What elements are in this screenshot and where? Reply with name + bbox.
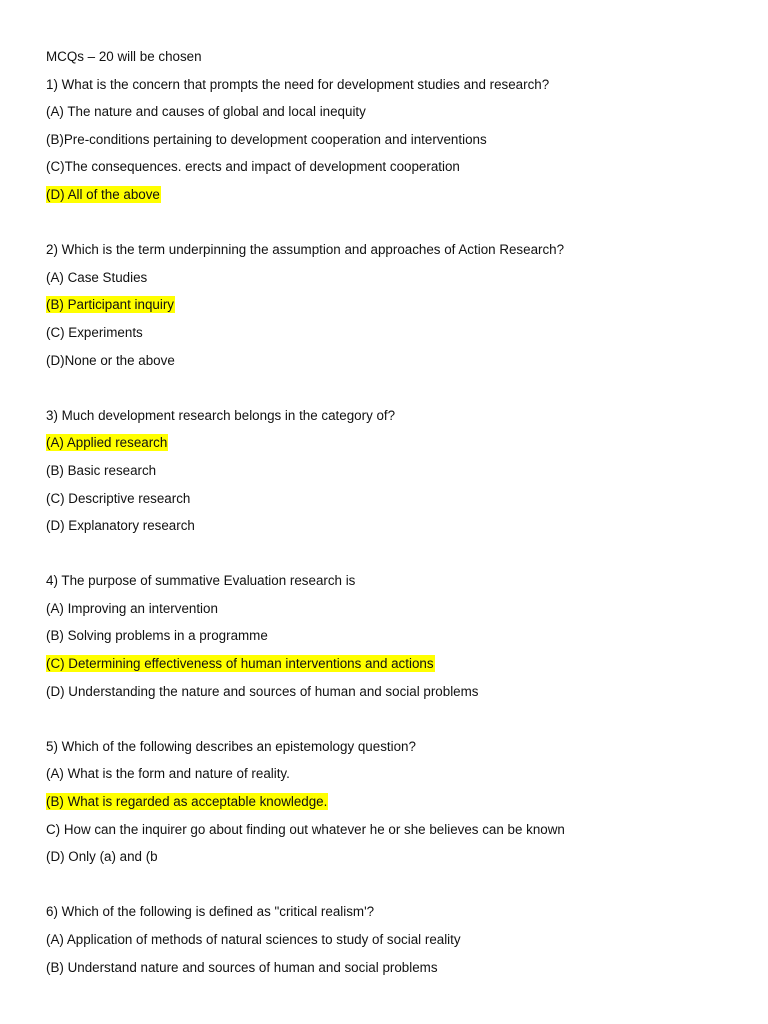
document-heading: MCQs – 20 will be chosen (46, 49, 202, 64)
spacer (46, 875, 746, 903)
q2-option-a: (A) Case Studies (46, 269, 148, 285)
spacer (46, 709, 746, 737)
q1-option-a: (A) The nature and causes of global and local inequity (46, 104, 366, 120)
question-6: 6) Which of the following is defined as "critical realism'? (46, 904, 375, 920)
q1-option-b: (B)Pre-conditions pertaining to development cooperation and interventions (46, 131, 487, 147)
q5-option-c: C) How can the inquirer go about finding out whatever he or she believes can be known (46, 821, 565, 837)
q2-option-c: (C) Experiments (46, 324, 143, 340)
q6-option-a: (A) Application of methods of natural sciences to study of social reality (46, 932, 461, 947)
question-3: 3) Much development research belongs in the category of? (46, 407, 396, 423)
question-4: 4) The purpose of summative Evaluation research is (46, 573, 356, 589)
q5-option-b-answer: (B) What is regarded as acceptable knowledge. (46, 794, 328, 810)
q2-option-b-answer: (B) Participant inquiry (46, 297, 175, 313)
q3-option-d: (D) Explanatory research (46, 518, 195, 534)
q2-option-d: (D)None or the above (46, 352, 175, 368)
question-5: 5) Which of the following describes an epistemology question? (46, 738, 416, 754)
document-content (46, 47, 746, 985)
q4-option-d: (D) Understanding the nature and sources of human and social problems (46, 683, 479, 699)
q4-option-c-answer: (C) Determining effectiveness of human interventions and actions (46, 656, 434, 672)
q3-option-a-answer: (A) Applied research (46, 435, 168, 451)
q1-option-d-answer: (D) All of the above (46, 186, 160, 202)
question-2: 2) Which is the term underpinning the assumption and approaches of Action Research? (46, 242, 565, 258)
question-1: 1) What is the concern that prompts the need for development studies and research? (46, 76, 550, 92)
q4-option-b: (B) Solving problems in a programme (46, 628, 268, 644)
q3-option-b: (B) Basic research (46, 462, 157, 478)
q3-option-c: (C) Descriptive research (46, 490, 191, 506)
spacer (46, 378, 746, 406)
spacer (46, 213, 746, 241)
q6-option-b: (B) Understand nature and sources of human and social problems (46, 959, 438, 975)
q1-option-c: (C)The consequences. erects and impact of development cooperation (46, 159, 460, 175)
spacer (46, 544, 746, 572)
q5-option-d: (D) Only (a) and (b (46, 849, 158, 865)
q4-option-a: (A) Improving an intervention (46, 600, 218, 616)
q5-option-a: (A) What is the form and nature of reality. (46, 766, 290, 782)
